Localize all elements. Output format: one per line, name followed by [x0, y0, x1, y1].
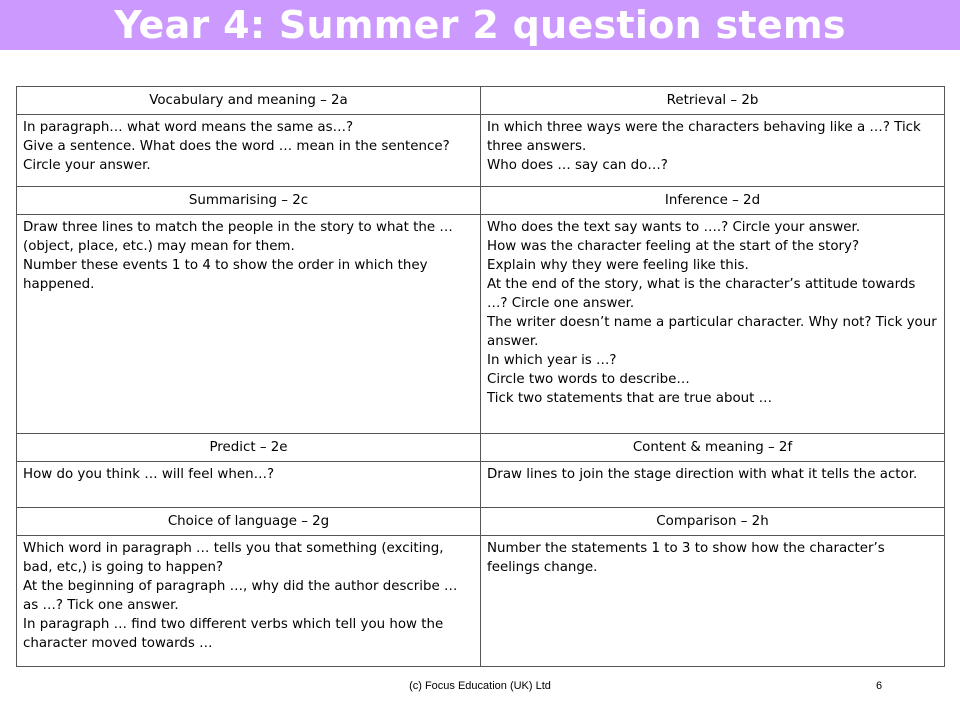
content-row — [17, 115, 945, 187]
question-stems-cell — [481, 462, 945, 508]
question-stem: Circle two words to describe… — [487, 372, 690, 387]
question-stem: Number the statements 1 to 3 to show how the character’s feelings change. — [487, 541, 885, 575]
question-stem: Draw lines to join the stage direction with what it tells the actor. — [487, 467, 918, 482]
question-stems-cell — [481, 215, 945, 434]
page-number: 6 — [876, 680, 883, 692]
section-heading: Inference – 2d — [481, 187, 945, 215]
question-stem: Who does the text say wants to ….? Circle your answer. — [487, 220, 861, 235]
question-stem: In paragraph… what word means the same as…? — [23, 120, 354, 135]
heading-row — [17, 187, 945, 215]
section-heading: Choice of language – 2g — [17, 508, 481, 536]
question-stem: In which three ways were the characters behaving like a …? Tick three answers. — [487, 120, 921, 154]
page-title: Year 4: Summer 2 question stems — [114, 3, 846, 47]
question-stem: At the end of the story, what is the character’s attitude towards …? Circle one answer. — [487, 277, 916, 311]
section-heading: Retrieval – 2b — [481, 87, 945, 115]
question-stem: Which word in paragraph … tells you that something (exciting, bad, etc,) is going to happen? — [23, 541, 444, 575]
question-stems-cell — [17, 215, 481, 434]
question-stem: In which year is …? — [487, 353, 617, 368]
content-row — [17, 536, 945, 667]
question-stem: Who does … say can do…? — [487, 158, 668, 173]
section-heading: Predict – 2e — [17, 434, 481, 462]
question-stem: Tick two statements that are true about … — [487, 391, 773, 406]
question-stems-cell — [481, 115, 945, 187]
question-stem: Explain why they were feeling like this. — [487, 258, 749, 273]
question-stem: In paragraph … find two different verbs which tell you how the character moved towards … — [23, 617, 444, 651]
question-stems-cell — [17, 536, 481, 667]
question-stem: Give a sentence. What does the word … mean in the sentence? Circle your answer. — [23, 139, 450, 173]
copyright-text: (c) Focus Education (UK) Ltd — [409, 680, 551, 692]
content-row — [17, 215, 945, 434]
question-stems-cell — [17, 115, 481, 187]
question-stem: Number these events 1 to 4 to show the order in which they happened. — [23, 258, 428, 292]
question-stem: The writer doesn’t name a particular character. Why not? Tick your answer. — [487, 315, 937, 349]
question-stem: How was the character feeling at the start of the story? — [487, 239, 860, 254]
content-row — [17, 462, 945, 508]
question-stem: Draw three lines to match the people in the story to what the …(object, place, etc.) may mean for them. — [23, 220, 453, 254]
question-stem: How do you think … will feel when…? — [23, 467, 275, 482]
question-stems-cell — [481, 536, 945, 667]
section-heading: Vocabulary and meaning – 2a — [17, 87, 481, 115]
question-stems-table — [16, 86, 945, 667]
title-banner — [0, 0, 960, 50]
section-heading: Comparison – 2h — [481, 508, 945, 536]
heading-row — [17, 434, 945, 462]
heading-row — [17, 508, 945, 536]
section-heading: Summarising – 2c — [17, 187, 481, 215]
heading-row — [17, 87, 945, 115]
section-heading: Content & meaning – 2f — [481, 434, 945, 462]
question-stems-cell — [17, 462, 481, 508]
question-stem: At the beginning of paragraph …, why did the author describe … as …? Tick one answer. — [23, 579, 458, 613]
